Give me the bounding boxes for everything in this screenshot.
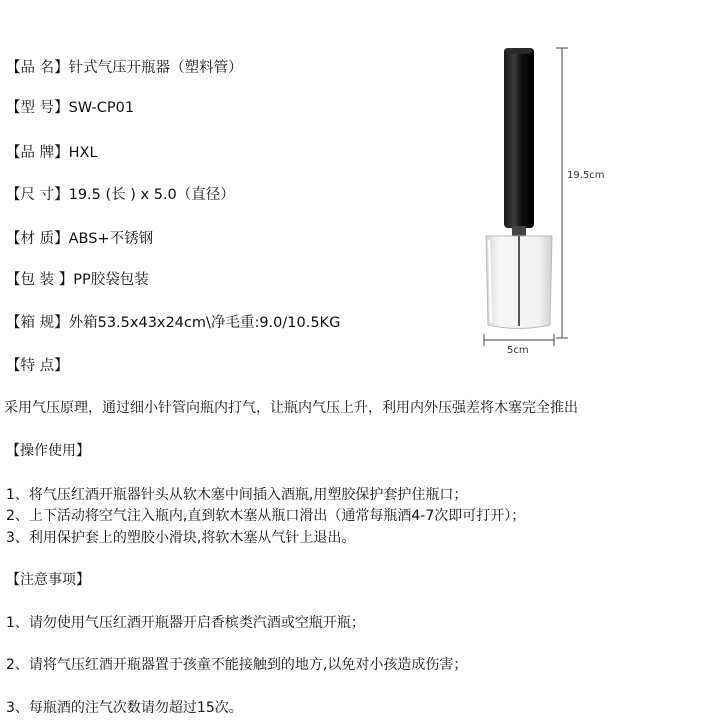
opener-body	[504, 48, 534, 228]
usage-step-2: 2、上下活动将空气注入瓶内,直到软木塞从瓶口滑出（通常每瓶酒4-7次即可打开）；	[6, 508, 526, 524]
opener-cap	[506, 48, 532, 54]
spec-size: 【尺 寸】19.5 (长 ) x 5.0（直径）	[6, 187, 235, 203]
spec-feature-heading: 【特 点】	[6, 358, 69, 374]
width-label: 5cm	[507, 345, 529, 356]
spec-name: 【品 名】针式气压开瓶器（塑料管）	[6, 60, 243, 76]
notes-heading: 【注意事项】	[6, 572, 90, 588]
spec-model: 【型 号】SW-CP01	[6, 100, 135, 116]
spec-packaging: 【包 装 】PP胶袋包装	[6, 272, 149, 288]
usage-step-3: 3、利用保护套上的塑胶小滑块,将软木塞从气针上退出。	[6, 530, 356, 546]
wine-opener-illustration	[460, 40, 620, 370]
product-figure	[460, 40, 620, 370]
feature-text: 采用气压原理，通过细小针管向瓶内打气，让瓶内气压上升，利用内外压强差将木塞完全推出	[4, 400, 578, 416]
spec-material: 【材 质】ABS+不锈钢	[6, 231, 154, 247]
note-item-2: 2、请将气压红酒开瓶器置于孩童不能接触到的地方,以免对小孩造成伤害；	[6, 657, 468, 673]
note-item-3: 3、每瓶酒的注气次数请勿超过15次。	[6, 700, 243, 716]
height-label: 19.5cm	[567, 170, 605, 181]
spec-brand: 【品 牌】HXL	[6, 145, 98, 161]
usage-step-1: 1、将气压红酒开瓶器针头从软木塞中间插入酒瓶,用塑胶保护套护住瓶口；	[6, 487, 468, 503]
spec-carton: 【箱 规】外箱53.5x43x24cm\净毛重:9.0/10.5KG	[6, 315, 341, 331]
usage-heading: 【操作使用】	[6, 443, 90, 459]
opener-collar	[512, 226, 526, 236]
note-item-1: 1、请勿使用气压红酒开瓶器开启香槟类汽酒或空瓶开瓶；	[6, 615, 365, 631]
